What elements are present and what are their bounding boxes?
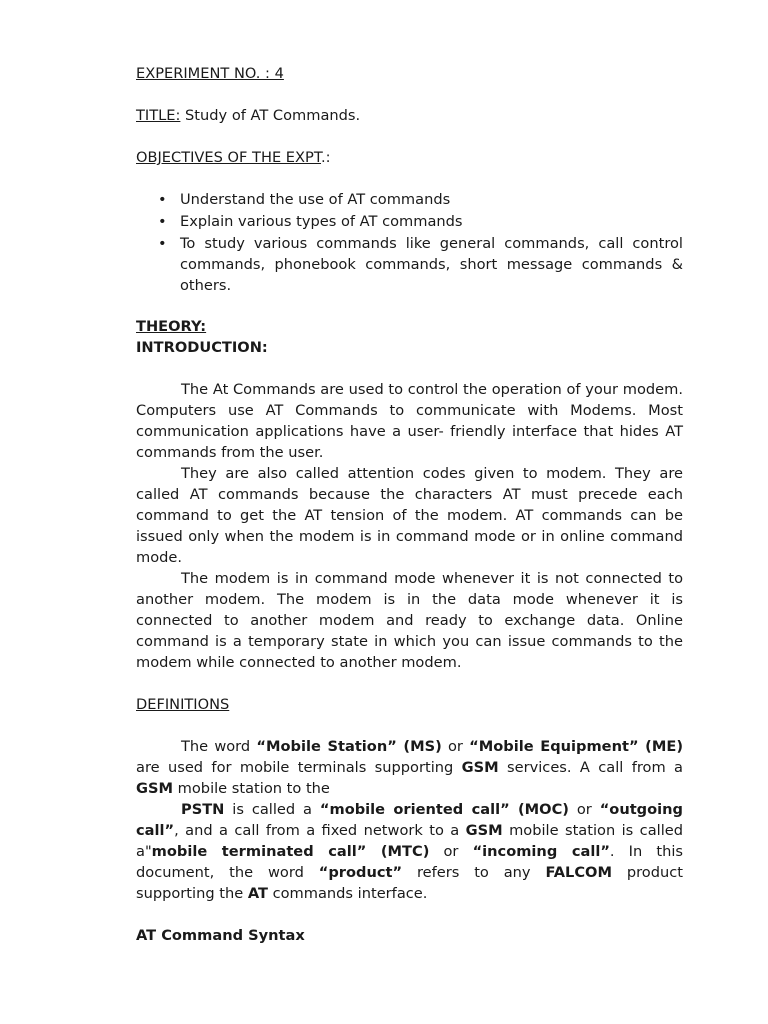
intro-paragraph: The modem is in command mode whenever it is not connected to another modem. The modem is in the data mode whenever it is connected to another modem and ready to exchange data. Online command is a temporary state in which you can issue commands to the modem while connected to another modem. bbox=[136, 570, 683, 671]
intro-paragraph: The At Commands are used to control the operation of your modem. Computers use AT Commands to communicate with Modems. Most communication applications have a user- friendly interface that hides AT commands from the user. bbox=[136, 381, 683, 461]
experiment-heading: EXPERIMENT NO. : 4 bbox=[136, 65, 284, 82]
document-body bbox=[136, 63, 683, 946]
intro-heading: INTRODUCTION: bbox=[136, 339, 268, 356]
title-label: TITLE: bbox=[136, 107, 181, 124]
definitions-paragraph: The word “Mobile Station” (MS) or “Mobile Equipment” (ME) are used for mobile terminals supporting GSM services. A call from a GSM mobile station to the bbox=[136, 738, 683, 797]
objectives-list bbox=[136, 189, 683, 296]
syntax-heading: AT Command Syntax bbox=[136, 927, 305, 944]
definitions-heading: DEFINITIONS bbox=[136, 696, 230, 713]
title-line bbox=[136, 105, 683, 126]
list-item: • Explain various types of AT commands bbox=[136, 211, 683, 233]
objectives-heading: OBJECTIVES OF THE EXPT.: bbox=[136, 149, 331, 166]
theory-heading: THEORY: bbox=[136, 318, 207, 335]
intro-paragraph: They are also called attention codes given to modem. They are called AT commands because the characters AT must precede each command to get the AT tension of the modem. AT commands can be issued only when the modem is in command mode or in online command mode. bbox=[136, 465, 683, 566]
bullet-icon: • bbox=[158, 213, 167, 230]
list-item: • To study various commands like general commands, call control commands, phonebook commands, short message commands & others. bbox=[158, 235, 683, 294]
list-item: • Understand the use of AT commands bbox=[136, 189, 683, 211]
title-text: Study of AT Commands. bbox=[180, 107, 361, 124]
bullet-icon: • bbox=[158, 235, 167, 252]
bullet-icon: • bbox=[158, 191, 167, 208]
definitions-paragraph-cont: PSTN is called a “mobile oriented call” (MOC) or “outgoing call”, and a call from a fixed network to a GSM mobile station is called a"mobile terminated call” (MTC) or “incoming call”. In this document, the word “product” refers to any FALCOM product supporting the AT commands interface. bbox=[136, 801, 683, 902]
